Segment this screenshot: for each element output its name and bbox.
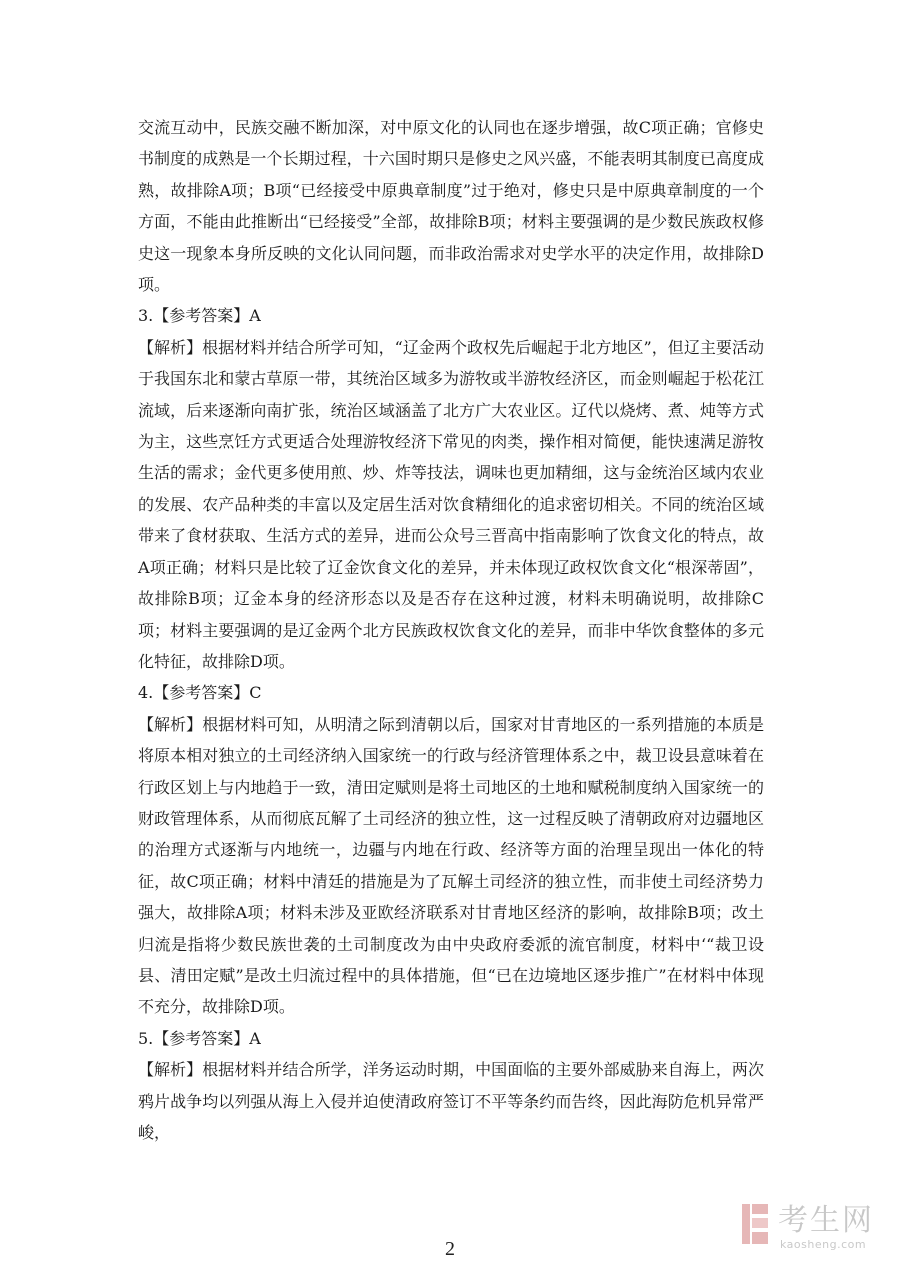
analysis-5: 【解析】根据材料并结合所学，洋务运动时期，中国面临的主要外部威胁来自海上，两次鸦片战争均以列强从海上入侵并迫使清政府签订不平等条约而告终，因此海防危机异常严峻， <box>138 1060 764 1142</box>
paragraph-continuation: 交流互动中，民族交融不断加深，对中原文化的认同也在逐步增强，故C项正确；官修史书制度的成熟是一个长期过程，十六国时期只是修史之风兴盛，不能表明其制度已高度成熟，故排除A项；B项“已经接受中原典章制度”过于绝对，修史只是中原典章制度的一个方面，不能由此推断出“已经接受”全部，故排除B项；材料主要强调的是少数民族政权修史这一现象本身所反映的文化认同问题，而非政治需求对史学水平的决定作用，故排除D项。 <box>138 118 764 295</box>
watermark-logo-icon <box>740 1200 770 1248</box>
answer-text-body <box>138 112 764 1148</box>
page-number: 2 <box>445 1238 455 1260</box>
answer-heading-4: 4.【参考答案】C <box>138 683 262 703</box>
analysis-4: 【解析】根据材料可知，从明清之际到清朝以后，国家对甘青地区的一系列措施的本质是将原本相对独立的土司经济纳入国家统一的行政与经济管理体系之中，裁卫设县意味着在行政区划上与内地趋于一致，清田定赋则是将土司地区的土地和赋税制度纳入国家统一的财政管理体系，从而彻底瓦解了土司经济的独立性，这一过程反映了清朝政府对边疆地区的治理方式逐渐与内地统一，边疆与内地在行政、经济等方面的治理呈现出一体化的特征，故C项正确；材料中清廷的措施是为了瓦解土司经济的独立性，而非使土司经济势力强大，故排除A项；材料未涉及亚欧经济联系对甘青地区经济的影响，故排除B项；改土归流是指将少数民族世袭的土司制度改为由中央政府委派的流官制度，材料中‘“裁卫设县、清田定赋”是改土归流过程中的具体措施，但“已在边境地区逐步推广”在材料中体现不充分，故排除D项。 <box>138 714 764 1017</box>
watermark-domain: kaosheng.com <box>780 1238 867 1251</box>
watermark-text: 考生网 <box>778 1203 874 1238</box>
answer-heading-5: 5.【参考答案】A <box>138 1028 261 1048</box>
answer-heading-3: 3.【参考答案】A <box>138 306 261 326</box>
analysis-3: 【解析】根据材料并结合所学可知，“辽金两个政权先后崛起于北方地区”，但辽主要活动于我国东北和蒙古草原一带，其统治区域多为游牧或半游牧经济区，而金则崛起于松花江流域，后来逐渐向南扩张，统治区域涵盖了北方广大农业区。辽代以烧烤、煮、炖等方式为主，这些烹饪方式更适合处理游牧经济下常见的肉类，操作相对简便，能快速满足游牧生活的需求；金代更多使用煎、炒、炸等技法，调味也更加精细，这与金统治区域内农业的发展、农产品种类的丰富以及定居生活对饮食精细化的追求密切相关。不同的统治区域带来了食材获取、生活方式的差异，进而公众号三晋高中指南影响了饮食文化的特点，故A项正确；材料只是比较了辽金饮食文化的差异，并未体现辽政权饮食文化“根深蒂固”，故排除B项；辽金本身的经济形态以及是否存在这种过渡，材料未明确说明，故排除C项；材料主要强调的是辽金两个北方民族政权饮食文化的差异，而非中华饮食整体的多元化特征，故排除D项。 <box>138 337 764 671</box>
site-watermark <box>740 1200 890 1260</box>
